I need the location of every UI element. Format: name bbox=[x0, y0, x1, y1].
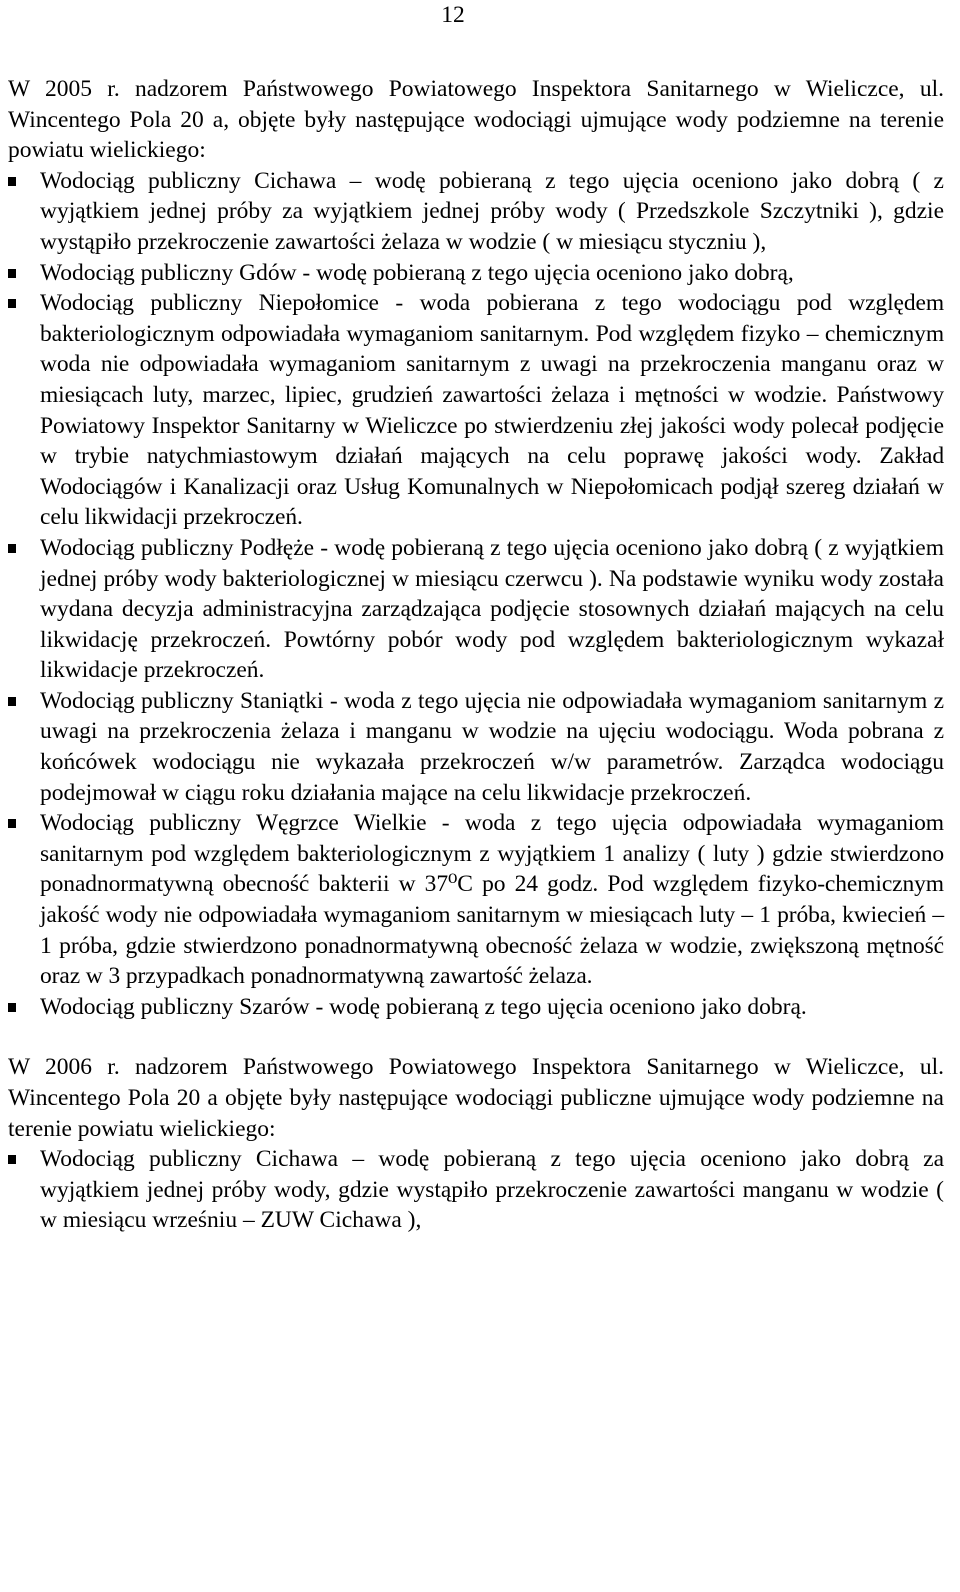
waterworks-item-podleze bbox=[8, 533, 944, 686]
waterworks-item-text: Wodociąg publiczny Cichawa – wodę pobieraną z tego ujęcia oceniono jako dobrą ( z wyjątkiem jednej próby za wyjątkiem jednej próby wody ( Przedszkole Szczytniki ), gdzie wystąpiło przekroczenie zawartości żelaza w wodzie ( w miesiącu styczniu ), bbox=[40, 167, 944, 255]
square-bullet-icon bbox=[8, 819, 16, 828]
square-bullet-icon bbox=[8, 269, 16, 278]
square-bullet-icon bbox=[8, 544, 16, 553]
square-bullet-icon bbox=[8, 697, 16, 706]
waterworks-item-text: Wodociąg publiczny Podłęże - wodę pobieraną z tego ujęcia oceniono jako dobrą ( z wyjątkiem jednej próby wody bakteriologicznej w miesiącu czerwcu ). Na podstawie wyniku wody została wydana decyzja administracyjna zarządzająca podjęcie stosownych działań mających na celu likwidację przekroczeń. Powtórny pobór wody pod względem bakteriologicznym wykazał likwidacje przekroczeń. bbox=[40, 534, 944, 684]
waterworks-item-niepolomice bbox=[8, 288, 944, 533]
waterworks-list-2005 bbox=[8, 166, 944, 1023]
square-bullet-icon bbox=[8, 299, 16, 308]
square-bullet-icon bbox=[8, 1003, 16, 1012]
section-2005 bbox=[8, 74, 944, 1022]
section-2006 bbox=[8, 1052, 944, 1236]
waterworks-item-wegrzce-wielkie bbox=[8, 808, 944, 992]
waterworks-item-text: Wodociąg publiczny Niepołomice - woda pobierana z tego wodociągu pod względem bakteriologicznym odpowiadała wymaganiom sanitarnym. Pod względem fizyko – chemicznym woda nie odpowiadała wymaganiom sanitarnym z uwagi na przekroczenia manganu oraz w miesiącach luty, marzec, lipiec, grudzień zawartości żelaza i mętności w wodzie. Państwowy Powiatowy Inspektor Sanitarny w Wieliczce po stwierdzeniu złej jakości wody polecał podjęcie w trybie natychmiastowym działań mających na celu poprawę jakości wody. Zakład Wodociągów i Kanalizacji oraz Usług Komunalnych w Niepołomicach podjął szereg działań w celu likwidacji przekroczeń. bbox=[40, 290, 944, 531]
waterworks-list-2006 bbox=[8, 1144, 944, 1236]
waterworks-item-szarow bbox=[8, 992, 944, 1023]
waterworks-item-text: Wodociąg publiczny Staniątki - woda z tego ujęcia nie odpowiadała wymaganiom sanitarnym z uwagi na przekroczenia żelaza i manganu w wodzie na ujęciu wodociągu. Woda pobrana z końcówek wodociągu nie wykazała przekroczeń w/w parametrów. Zarządca wodociągu podejmował w ciągu roku działania mające na celu likwidacje przekroczeń. bbox=[40, 687, 944, 806]
waterworks-item-staniatki bbox=[8, 686, 944, 808]
waterworks-item-text: Wodociąg publiczny Gdów - wodę pobieraną z tego ujęcia oceniono jako dobrą, bbox=[40, 259, 794, 286]
waterworks-item-gdow bbox=[8, 258, 944, 289]
page-number: 12 bbox=[441, 2, 465, 28]
waterworks-item-text: Wodociąg publiczny Węgrzce Wielkie - woda z tego ujęcia odpowiadała wymaganiom sanitarnym pod względem bakteriologicznym z wyjątkiem 1 analizy ( luty ) gdzie stwierdzono ponadnormatywną obecność bakterii w 37⁰C po 24 godz. Pod względem fizyko-chemicznym jakość wody nie odpowiadała wymaganiom sanitarnym w miesiącach luty – 1 próba, kwiecień – 1 próba, gdzie stwierdzono ponadnormatywną obecność żelaza w wodzie, zwiększoną mętność oraz w 3 przypadkach ponadnormatywną zawartość żelaza. bbox=[40, 810, 944, 990]
waterworks-item-text: Wodociąg publiczny Cichawa – wodę pobieraną z tego ujęcia oceniono jako dobrą za wyjątkiem jednej próby wody, gdzie wystąpiło przekroczenie zawartości manganu w wodzie ( w miesiącu wrześniu – ZUW Cichawa ), bbox=[40, 1146, 944, 1234]
waterworks-item-text: Wodociąg publiczny Szarów - wodę pobieraną z tego ujęcia oceniono jako dobrą. bbox=[40, 993, 807, 1020]
document-body bbox=[8, 74, 944, 1236]
section-2006-intro: W 2006 r. nadzorem Państwowego Powiatowego Inspektora Sanitarnego w Wieliczce, ul. Wincentego Pola 20 a objęte były następujące wodociągi publiczne ujmujące wody podziemne na terenie powiatu wielickiego: bbox=[8, 1054, 944, 1142]
waterworks-item-cichawa-2006 bbox=[8, 1144, 944, 1236]
section-2005-intro: W 2005 r. nadzorem Państwowego Powiatowego Inspektora Sanitarnego w Wieliczce, ul. Wincentego Pola 20 a, objęte były następujące wodociągi ujmujące wody podziemne na terenie powiatu wielickiego: bbox=[8, 76, 944, 164]
square-bullet-icon bbox=[8, 1155, 16, 1164]
square-bullet-icon bbox=[8, 177, 16, 186]
waterworks-item-cichawa bbox=[8, 166, 944, 258]
